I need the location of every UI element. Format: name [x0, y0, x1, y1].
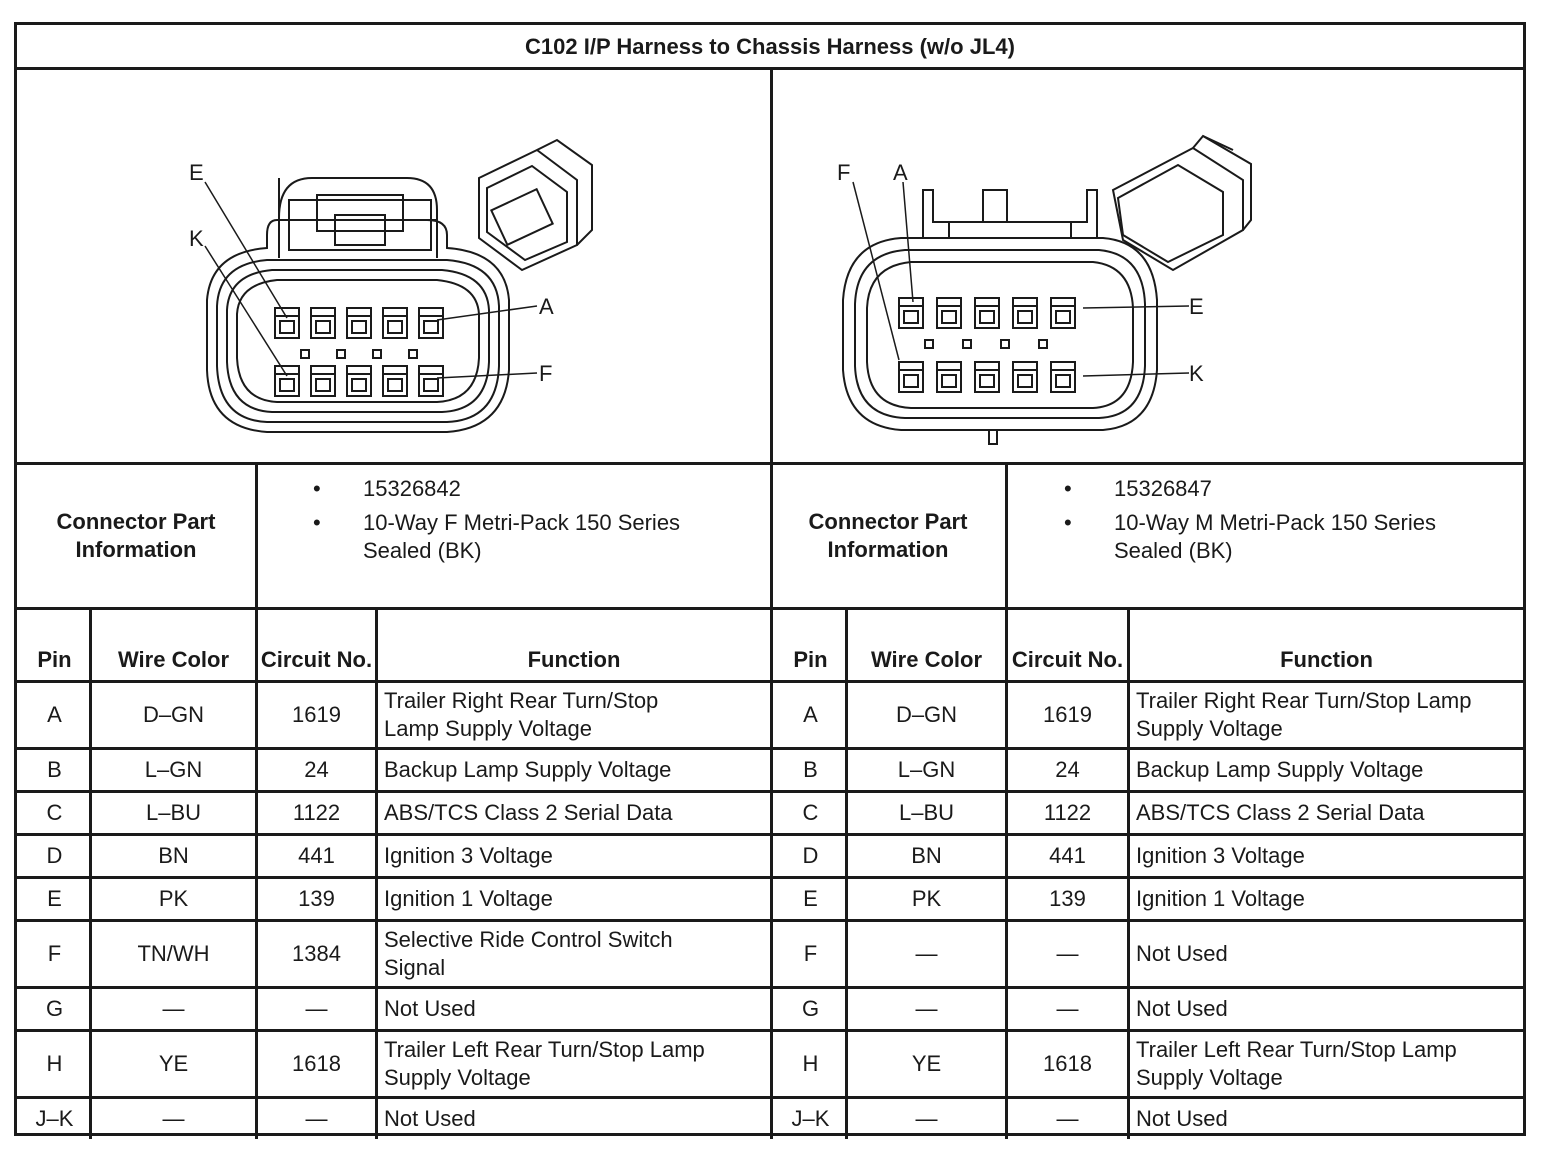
left-cavity-bottom-4-inner: [424, 379, 438, 391]
right-row-5-circuit: —: [1056, 941, 1079, 966]
right-row-3-function: [1130, 836, 1523, 876]
left-label-a: A: [539, 294, 554, 319]
left-row-0-circuit: 1619: [292, 702, 341, 727]
left-row-0-wire-color: D–GN: [142, 702, 205, 727]
left-label-e: E: [189, 160, 204, 185]
left-row-7-function-line1: Trailer Left Rear Turn/Stop Lamp: [384, 1037, 705, 1062]
left-cavity-top-2-inner: [352, 321, 366, 333]
left-cavity-bottom-2-inner: [352, 379, 366, 391]
right-row-2-function-line1: ABS/TCS Class 2 Serial Data: [1136, 800, 1425, 825]
left-row-8-function-line1: Not Used: [384, 1106, 476, 1131]
left-cavity-bottom-1-inner: [316, 379, 330, 391]
left-key-2: [373, 350, 381, 358]
left-latch-frame: [289, 200, 431, 250]
right-key-2: [1001, 340, 1009, 348]
right-row-1-function-line1: Backup Lamp Supply Voltage: [1136, 757, 1424, 782]
right-cavity-bottom-4-inner: [1056, 375, 1070, 387]
left-cavity-bottom-0-inner: [280, 379, 294, 391]
left-row-2-function: [378, 793, 770, 833]
right-row-5-function: [1130, 922, 1523, 986]
left-row-1-pin: B: [47, 757, 62, 782]
right-row-3-pin: D: [802, 843, 819, 868]
page-title: C102 I/P Harness to Chassis Harness (w/o JL4): [17, 25, 1523, 70]
right-row-8-function-line1: Not Used: [1136, 1106, 1228, 1131]
left-connector-icon: [479, 140, 592, 270]
right-leader-e: [1083, 306, 1189, 308]
right-row-8-pin: J–K: [791, 1106, 830, 1131]
right-key-1: [963, 340, 971, 348]
left-bullet-1: •: [313, 476, 321, 501]
right-leader-k: [1083, 373, 1189, 376]
left-row-7-pin: H: [46, 1051, 63, 1076]
left-row-0-function: [378, 683, 770, 747]
right-row-4-function-line1: Ignition 1 Voltage: [1136, 886, 1305, 911]
left-pin-header: Pin: [37, 647, 72, 672]
right-function-header: Function: [1280, 647, 1373, 672]
left-label-f: F: [539, 361, 553, 386]
right-row-7-circuit: 1618: [1043, 1051, 1092, 1076]
left-row-3-function: [378, 836, 770, 876]
right-row-1-wire-color: L–GN: [897, 757, 956, 782]
left-row-3-wire-color: BN: [158, 843, 189, 868]
diagram-bottom-rule: [17, 462, 1523, 465]
left-cavity-bottom-3-inner: [388, 379, 402, 391]
right-bullet-1: •: [1064, 476, 1072, 501]
left-row-5-pin: F: [47, 941, 62, 966]
left-row-7-wire-color: YE: [158, 1051, 189, 1076]
right-row-0-pin: A: [803, 702, 818, 727]
left-row-5-function-line1: Selective Ride Control Switch: [384, 927, 673, 952]
right-row-4-circuit: 139: [1049, 886, 1086, 911]
right-row-6-wire-color: —: [915, 996, 938, 1021]
right-pin-header: Pin: [793, 647, 828, 672]
left-row-3-pin: D: [46, 843, 63, 868]
right-key-3: [1039, 340, 1047, 348]
left-housing-outer: [207, 220, 509, 432]
right-cavity-top-1-inner: [942, 311, 956, 323]
left-row-5-function-line2: Signal: [384, 955, 446, 980]
right-label-a: A: [893, 160, 908, 185]
right-label-e: E: [1189, 294, 1204, 319]
right-cavity-bottom-0-inner: [904, 375, 918, 387]
right-top-tabs: [923, 190, 1097, 238]
right-row-2-pin: C: [802, 800, 819, 825]
left-row-8-circuit: —: [305, 1106, 328, 1131]
left-row-0-function-line2: Lamp Supply Voltage: [384, 716, 592, 741]
right-circuit-header: Circuit No.: [1011, 647, 1124, 672]
left-cavity-top-0-inner: [280, 321, 294, 333]
left-row-8-wire-color: —: [162, 1106, 185, 1131]
left-wire-color-header: Wire Color: [117, 647, 230, 672]
right-row-5-function-line1: Not Used: [1136, 941, 1228, 966]
right-cavity-top-3-inner: [1018, 311, 1032, 323]
right-row-1-pin: B: [803, 757, 818, 782]
left-row-4-function: [378, 879, 770, 919]
left-row-5-wire-color: TN/WH: [137, 941, 210, 966]
left-row-2-circuit: 1122: [292, 800, 341, 825]
left-row-5-circuit: 1384: [292, 941, 341, 966]
left-row-1-wire-color: L–GN: [144, 757, 203, 782]
left-row-4-pin: E: [47, 886, 62, 911]
left-row-3-function-line1: Ignition 3 Voltage: [384, 843, 553, 868]
left-row-2-wire-color: L–BU: [145, 800, 202, 825]
left-row-6-function: [378, 989, 770, 1029]
right-bullet-2: •: [1064, 510, 1072, 535]
left-row-4-circuit: 139: [298, 886, 335, 911]
left-row-3-circuit: 441: [298, 843, 335, 868]
left-row-1-function: [378, 750, 770, 790]
left-connector-info-label: Connector Part Information: [56, 509, 216, 562]
right-row-8-circuit: —: [1056, 1106, 1079, 1131]
right-connector-icon: [1113, 136, 1251, 270]
left-row-5-function: [378, 922, 770, 986]
right-description-line2: Sealed (BK): [1114, 538, 1233, 563]
right-row-2-function: [1130, 793, 1523, 833]
right-row-6-function: [1130, 989, 1523, 1029]
right-row-5-pin: F: [803, 941, 818, 966]
right-part-number: 15326847: [1114, 476, 1212, 501]
left-row-1-circuit: 24: [304, 757, 329, 782]
right-cavity-bottom-1-inner: [942, 375, 956, 387]
left-key-1: [337, 350, 345, 358]
left-row-1-function-line1: Backup Lamp Supply Voltage: [384, 757, 672, 782]
right-cavity-top-4-inner: [1056, 311, 1070, 323]
right-row-3-circuit: 441: [1049, 843, 1086, 868]
right-row-3-function-line1: Ignition 3 Voltage: [1136, 843, 1305, 868]
right-row-8-wire-color: —: [915, 1106, 938, 1131]
right-row-4-pin: E: [803, 886, 818, 911]
left-row-2-function-line1: ABS/TCS Class 2 Serial Data: [384, 800, 673, 825]
right-row-0-function: [1130, 683, 1523, 747]
right-row-8-function: [1130, 1099, 1523, 1139]
left-label-k: K: [189, 226, 204, 251]
right-row-7-wire-color: YE: [911, 1051, 942, 1076]
left-leader-a: [437, 306, 537, 320]
left-row-6-pin: G: [45, 996, 64, 1021]
right-leader-a: [903, 182, 913, 302]
right-row-7-function: [1130, 1032, 1523, 1096]
left-row-2-pin: C: [46, 800, 63, 825]
left-row-4-wire-color: PK: [158, 886, 189, 911]
right-row-6-pin: G: [801, 996, 820, 1021]
left-description-line2: Sealed (BK): [363, 538, 482, 563]
right-cavity-bottom-3-inner: [1018, 375, 1032, 387]
left-cavity-top-3-inner: [388, 321, 402, 333]
pinout-sheet: [14, 22, 1526, 1136]
right-row-6-function-line1: Not Used: [1136, 996, 1228, 1021]
left-row-7-circuit: 1618: [292, 1051, 341, 1076]
right-row-3-wire-color: BN: [911, 843, 942, 868]
left-row-6-circuit: —: [305, 996, 328, 1021]
left-cavity-top-1-inner: [316, 321, 330, 333]
right-leader-f: [853, 182, 899, 360]
right-row-0-wire-color: D–GN: [895, 702, 958, 727]
right-connector-diagram: [773, 70, 1523, 462]
left-row-7-function: [378, 1032, 770, 1096]
left-row-0-function-line1: Trailer Right Rear Turn/Stop: [384, 688, 659, 713]
right-cavity-bottom-2-inner: [980, 375, 994, 387]
right-row-7-pin: H: [802, 1051, 819, 1076]
right-label-f: F: [837, 160, 851, 185]
left-connector-diagram: [17, 70, 770, 462]
right-wire-color-header: Wire Color: [870, 647, 983, 672]
right-connector-info-label: Connector Part Information: [808, 509, 968, 562]
right-row-0-function-line1: Trailer Right Rear Turn/Stop Lamp: [1136, 688, 1472, 713]
right-row-0-circuit: 1619: [1043, 702, 1092, 727]
right-cavity-top-2-inner: [980, 311, 994, 323]
left-key-0: [301, 350, 309, 358]
left-row-8-function: [378, 1099, 770, 1139]
left-row-7-function-line2: Supply Voltage: [384, 1065, 531, 1090]
left-cavity-top-4-inner: [424, 321, 438, 333]
left-circuit-header: Circuit No.: [260, 647, 373, 672]
left-bullet-2: •: [313, 510, 321, 535]
right-row-1-circuit: 24: [1055, 757, 1080, 782]
left-part-number: 15326842: [363, 476, 461, 501]
right-row-5-wire-color: —: [915, 941, 938, 966]
right-row-7-function-line2: Supply Voltage: [1136, 1065, 1283, 1090]
left-row-6-wire-color: —: [162, 996, 185, 1021]
right-row-2-wire-color: L–BU: [898, 800, 955, 825]
left-description-line1: 10-Way F Metri-Pack 150 Series: [363, 510, 681, 535]
right-row-2-circuit: 1122: [1043, 800, 1092, 825]
left-row-0-pin: A: [47, 702, 62, 727]
right-row-6-circuit: —: [1056, 996, 1079, 1021]
right-row-1-function: [1130, 750, 1523, 790]
left-key-3: [409, 350, 417, 358]
right-label-k: K: [1189, 361, 1204, 386]
left-row-6-function-line1: Not Used: [384, 996, 476, 1021]
right-cavity-top-0-inner: [904, 311, 918, 323]
right-row-4-function: [1130, 879, 1523, 919]
left-row-4-function-line1: Ignition 1 Voltage: [384, 886, 553, 911]
left-function-header: Function: [527, 647, 621, 672]
right-bottom-key: [989, 430, 997, 444]
right-key-0: [925, 340, 933, 348]
right-row-7-function-line1: Trailer Left Rear Turn/Stop Lamp: [1136, 1037, 1457, 1062]
left-row-8-pin: J–K: [35, 1106, 74, 1131]
right-description-line1: 10-Way M Metri-Pack 150 Series: [1114, 510, 1436, 535]
right-row-0-function-line2: Supply Voltage: [1136, 716, 1283, 741]
right-row-4-wire-color: PK: [911, 886, 942, 911]
